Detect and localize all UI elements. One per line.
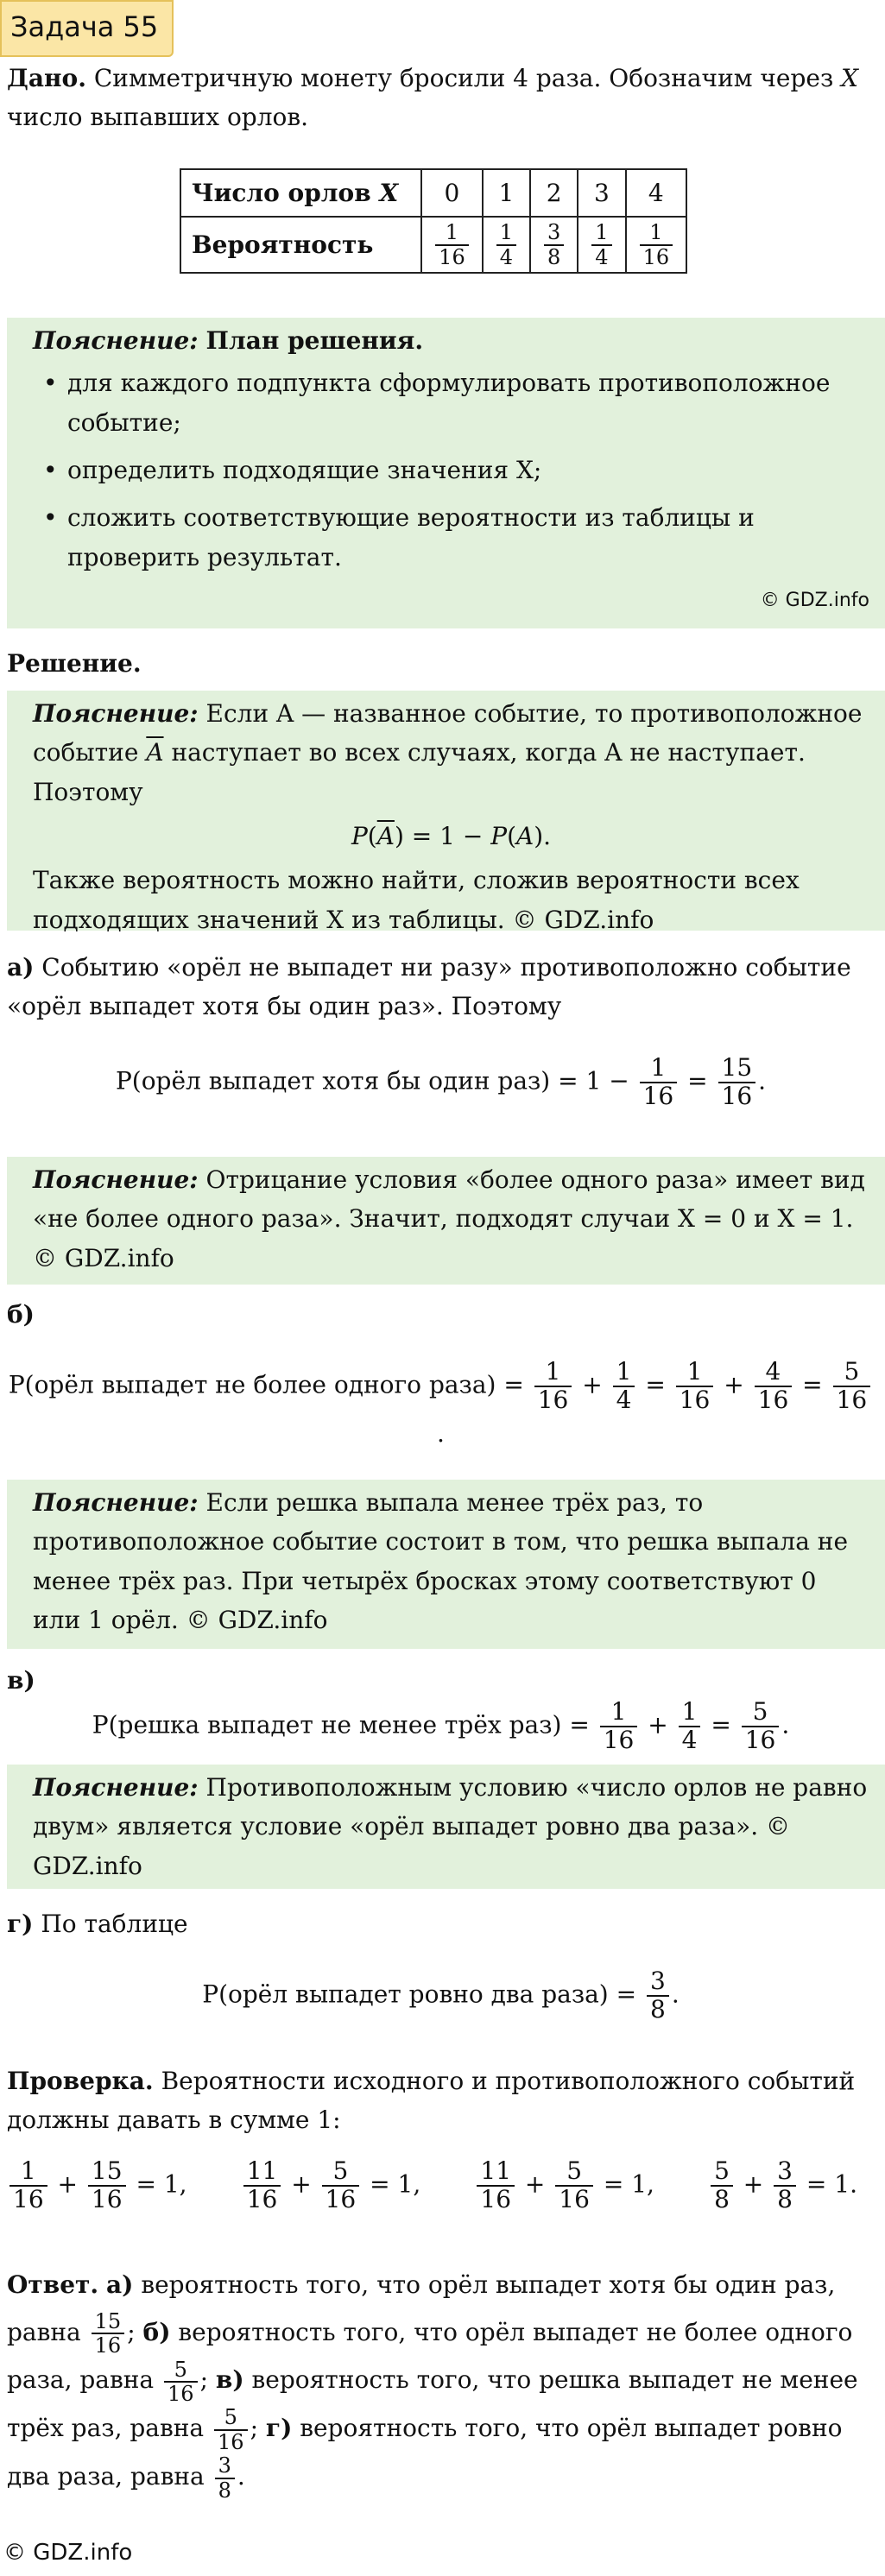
part-g-formula: P(орёл выпадет ровно два раза) = $\frac{3}{8}$ .: [202, 1967, 680, 2024]
explanation-label: Пояснение:: [33, 699, 199, 728]
table-probability: $\frac{3}{8}$: [530, 217, 578, 273]
part-b-formula: P(орёл выпадет не более одного раза) = $\frac{1}{16}$ + $\frac{1}{4}$ = $\frac{1}{16}$ + $\frac{4}{16}$ = $\frac{5}{16}$ .: [7, 1359, 875, 1453]
list-item: • для каждого подпункта сформулировать противоположное событие;: [67, 363, 869, 442]
table-x-value: 4: [626, 169, 687, 217]
table-x-value: 2: [530, 169, 578, 217]
part-a-text: Событию «орёл не выпадет ни разу» противоположно событие «орёл выпадет хотя бы один раз». Поэтому: [7, 953, 851, 1021]
given-section: [7, 59, 875, 137]
given-var: X: [841, 64, 859, 92]
explanation-text-b: наступает во всех случаях, когда A не наступает. Поэтому: [33, 738, 806, 806]
table-x-value: 0: [421, 169, 483, 217]
explanation-label: Пояснение:: [33, 1165, 199, 1194]
explanation-text: Если решка выпала менее трёх раз, то противоположное событие состоит в том, что решка выпала не менее трёх раз. При четырёх бросках этому соответствуют 0 или 1 орёл. © GDZ.info: [33, 1488, 849, 1635]
explanation-label: Пояснение:: [33, 1773, 199, 1802]
part-a-formula: P(орёл выпадет хотя бы один раз) = 1 − $\frac{1}{16}$ = $\frac{15}{16}$ .: [115, 1053, 767, 1110]
explanation-text: Отрицание условия «более одного раза» имеет вид «не более одного раза». Значит, подходят случаи X = 0 и X = 1. © GDZ.info: [33, 1165, 865, 1272]
part-g: [7, 1904, 875, 1943]
table-row: [180, 217, 686, 273]
part-v-label: в): [7, 1666, 35, 1695]
part-a-label: а): [7, 953, 35, 982]
part-a: [7, 948, 875, 1026]
event-complement-symbol: $\overline{A}$: [146, 738, 164, 767]
check-text: Вероятности исходного и противоположного событий должны давать в сумме 1:: [7, 2067, 856, 2135]
explanation-text-c: Также вероятность можно найти, сложив вероятности всех подходящих значений X из таблицы. © GDZ.info: [33, 866, 800, 934]
table-header-count: Число орлов X: [180, 169, 421, 217]
table-row: [180, 169, 686, 217]
part-b-label: б): [7, 1300, 35, 1329]
check-label: Проверка.: [7, 2067, 154, 2095]
footer-source: © GDZ.info: [3, 2540, 133, 2566]
task-title: Задача 55: [0, 0, 174, 57]
list-item: • определить подходящие значения X;: [67, 451, 869, 489]
plan-box: [7, 318, 885, 628]
table-x-value: 3: [578, 169, 625, 217]
given-text-2: число выпавших орлов.: [7, 103, 309, 132]
check-section: [7, 2061, 875, 2140]
table-probability: $\frac{1}{16}$: [626, 217, 687, 273]
plan-source: © GDZ.info: [760, 590, 869, 612]
table-probability: $\frac{1}{4}$: [578, 217, 625, 273]
solution-label: Решение.: [7, 649, 142, 678]
check-equation: $\frac{5}{8}$ + $\frac{3}{8}$ = 1.: [708, 2158, 857, 2213]
part-g-label: г): [7, 1910, 34, 1938]
explanation-text: Противоположным условию «число орлов не равно двум» является условие «орёл выпадет ровно два раза». © GDZ.info: [33, 1773, 868, 1880]
table-probability: $\frac{1}{4}$: [483, 217, 530, 273]
table-header-probability: Вероятность: [180, 217, 421, 273]
given-label: Дано.: [7, 64, 86, 92]
answer-section: Ответ. а) вероятность того, что орёл выпадет хотя бы один раз, равна $\frac{15}{16}$ ; б) вероятность того, что орёл выпадет не более одного раза, равна $\frac{5}{16}$ ; в) вероятность того, что решка выпадет не менее трёх раз, равна $\frac{5}{16}$ ; г) вероятность того, что орёл выпадет ровно два раза, равна $\frac{3}{8}$ .: [7, 2270, 858, 2503]
check-equations: [7, 2158, 875, 2213]
plan-list: [33, 363, 869, 577]
explanation-box-3: [7, 1480, 885, 1649]
explanation-text-a: Если A — названное событие, то противоположное событие: [33, 699, 863, 767]
list-item: • сложить соответствующие вероятности из таблицы и проверить результат.: [67, 498, 869, 577]
explanation-box-1: [7, 691, 885, 934]
plan-label: Пояснение:: [33, 326, 199, 355]
explanation-box-2: [7, 1157, 885, 1285]
plan-title: План решения.: [205, 326, 424, 355]
distribution-table: [180, 168, 687, 274]
given-text: Симметричную монету бросили 4 раза. Обозначим через: [93, 64, 834, 92]
table-x-value: 1: [483, 169, 530, 217]
explanation-box-4: [7, 1765, 885, 1889]
explanation-label: Пояснение:: [33, 1488, 199, 1517]
answer-label: Ответ.: [7, 2270, 99, 2299]
table-probability: $\frac{1}{16}$: [421, 217, 483, 273]
check-equation: $\frac{1}{16}$ + $\frac{15}{16}$ = 1,: [7, 2158, 187, 2213]
check-equation: $\frac{11}{16}$ + $\frac{5}{16}$ = 1,: [474, 2158, 654, 2213]
part-g-text: По таблице: [41, 1910, 188, 1938]
complement-formula: $P(\overline{A}) = 1 - P(A)$.: [351, 822, 552, 851]
check-equation: $\frac{11}{16}$ + $\frac{5}{16}$ = 1,: [241, 2158, 421, 2213]
part-v-formula: P(решка выпадет не менее трёх раз) = $\frac{1}{16}$ + $\frac{1}{4}$ = $\frac{5}{16}$ .: [92, 1697, 790, 1754]
